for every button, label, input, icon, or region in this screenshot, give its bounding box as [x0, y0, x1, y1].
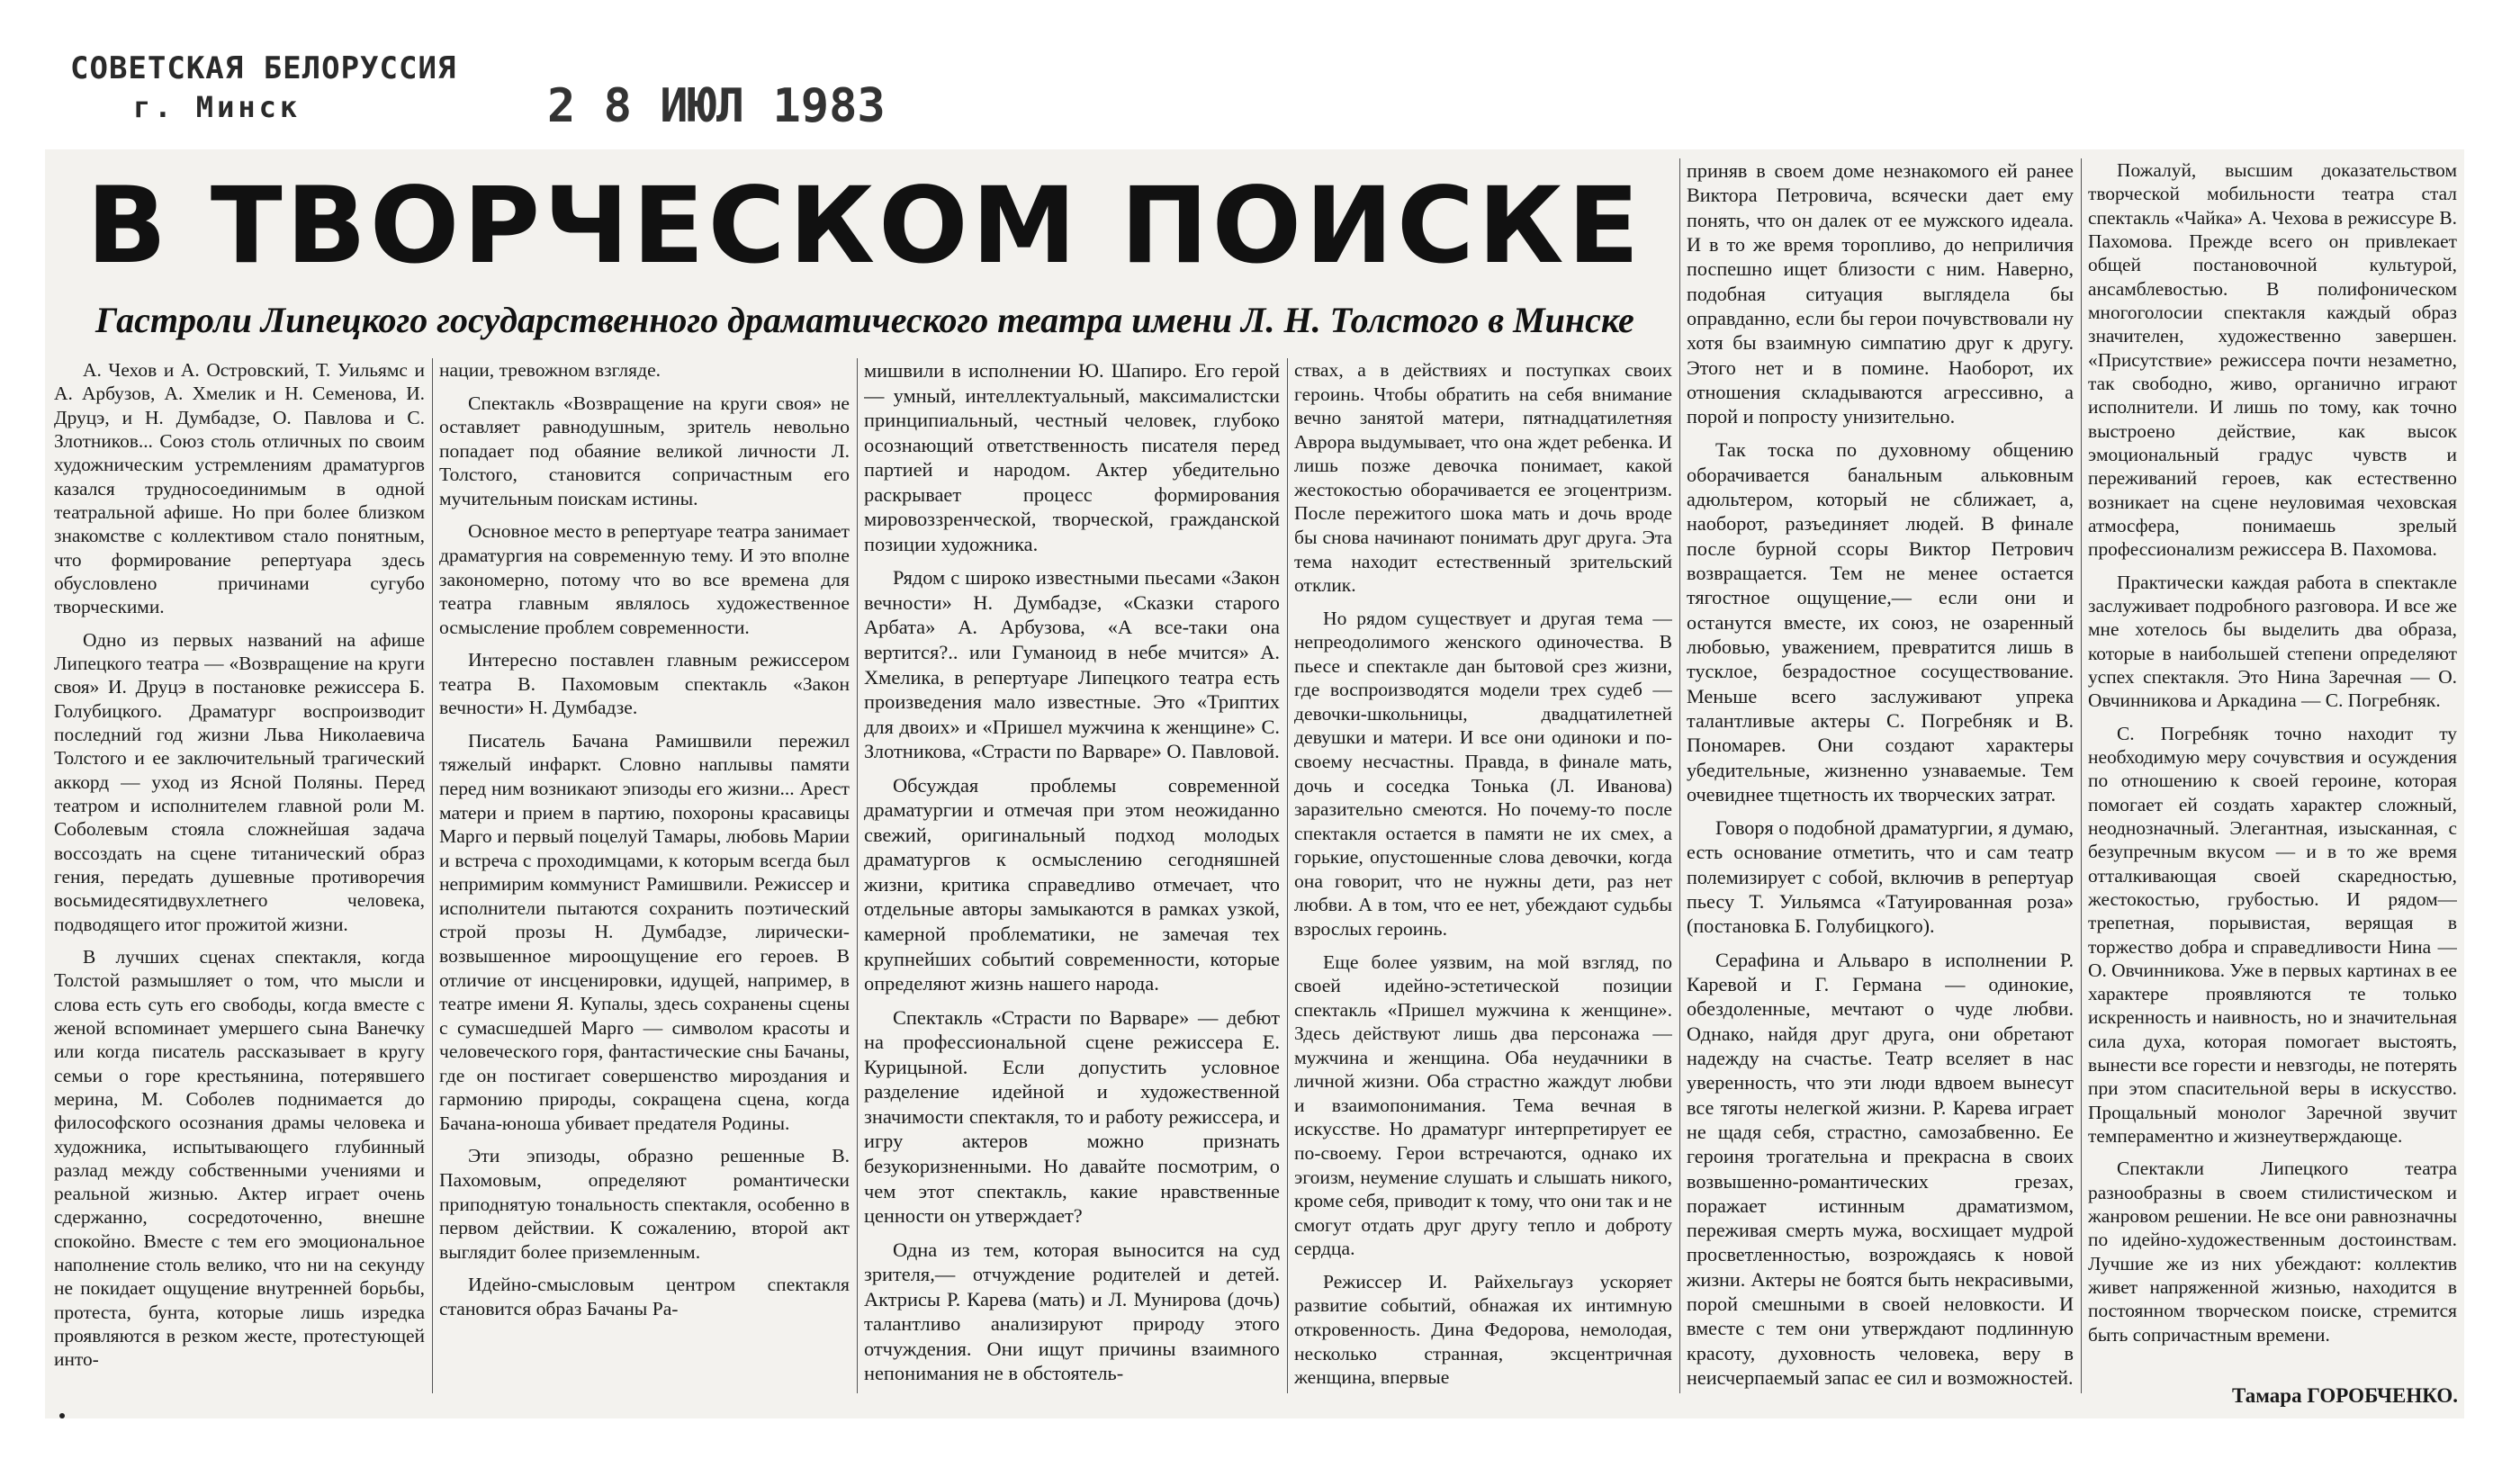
paragraph: Интересно поставлен главным режиссером театра В. Пахомовым спектакль «Закон вечности» Н. Думбадзе.: [439, 649, 850, 719]
paragraph: Спектакли Липецкого театра разнообразны в своем стилистическом и жанровом решении. Не все они равнозначны по идейно-художественным достоинствам. Лучшие же из них убеждают: коллектив живет напряженной жизнью, находится в постоянном творческом поиске, стремится быть сопричастным времени.: [2088, 1157, 2457, 1346]
paragraph: Говоря о подобной драматургии, я думаю, есть основание отметить, что и сам театр полемизирует с собой, включив в репертуар пьесу Т. Уильямса «Татуированная роза» (постановка Б. Голубицкого).: [1687, 816, 2074, 938]
paragraph: Еще более уязвим, на мой взгляд, по своей идейно-эстетической позиции спектакль «Пришел мужчина к женщине». Здесь действуют лишь два персонажа — мужчина и женщина. Оба неудачники в личной жизни. Оба страстно жаждут любви и взаимопонимания. Тема вечная в искусстве. Но драматург интерпретирует ее по-своему. Герои встречаются, однако их эгоизм, неумение слушать и слышать никого, кроме себя, приводит к тому, что они так и не смогут отдать друг другу тепло и доброту сердца.: [1294, 950, 1672, 1260]
paragraph: Писатель Бачана Рамишвили пережил тяжелый инфаркт. Словно наплывы памяти перед ним возникают эпизоды его жизни... Арест матери и прием в партию, похороны красавицы Марго и первый поцелуй Тамары, любовь Марии и встреча с проходимцами, к которым всегда был непримирим коммунист Рамишвили. Режиссер и исполнители пытаются сохранить поэтический строй прозы Н. Думбадзе, лирически-возвышенное мироощущение его героев. В отличие от инсценировки, идущей, например, в театре имени Я. Купалы, здесь сохранены сцены с сумасшедшей Марго — символом красоты и человеческого горя, фантастические сны Бачаны, где он постигает совершенство мироздания и гармонию природы, сокращена сцена, когда Бачана-юноша убивает предателя Родины.: [439, 729, 850, 1134]
paragraph: ствах, а в действиях и поступках своих героинь. Чтобы обратить на себя внимание вечно занятой матери, пятнадцатилетняя Аврора выдумывает, что она ждет ребенка. И лишь позже девочка понимает, какой жестокостью оборачивается ее эгоцентризм. После пережитого шока мать и дочь вроде бы снова начинают понимать друг друга. Эта тема находит естественный зрительский отклик.: [1294, 359, 1672, 597]
paragraph: Спектакль «Страсти по Варваре» — дебют на профессиональной сцене режиссера Е. Курицыной. Если допустить условное разделение идейной и художественной значимости спектакля, то и работу режиссера, и игру актеров можно признать безукоризненными. Но давайте посмотрим, о чем этот спектакль, какие нравственные ценности он утверждает?: [864, 1005, 1280, 1228]
text-column-1: [54, 358, 425, 1391]
text-column-3: [864, 358, 1280, 1391]
paragraph: Серафина и Альваро в исполнении Р. Каревой и Г. Германа — одинокие, обездоленные, мечтают о чуде любви. Однако, найдя друг друга, они обретают надежду на счастье. Театр вселяет в нас уверенность, что эти люди вдвоем вынесут все тяготы нелегкой жизни. Р. Карева играет не щадя себя, страстно, самозабвенно. Ее героиня трогательна и прекрасна в своих возвышенно-романтических грезах, поражает истинным драматизмом, переживая смерть мужа, восхищает мудрой просветленностью, возрождаясь к новой жизни. Актеры не боятся быть некрасивыми, порой смешными в своей неловкости. И вместе с тем они утверждают подлинную красоту, духовность человека, веру в неисчерпаемый запас ее сил и возможностей.: [1687, 948, 2074, 1389]
paragraph: мишвили в исполнении Ю. Шапиро. Его герой — умный, интеллектуальный, максималистски принципиальный, честный человек, глубоко осознающий ответственность писателя перед партией и народом. Актер убедительно раскрывает процесс формирования мировоззренческой, творческой, гражданской позиции художника.: [864, 359, 1280, 555]
paragraph: приняв в своем доме незнакомого ей ранее Виктора Петровича, всячески дает ему понять, что он далек от ее мужского идеала. И в то же время торопливо, до неприличия поспешно ищет близости с ним. Наверно, подобная ситуация выглядела бы оправданно, если бы герои почувствовали ну хотя бы взаимную симпатию друг к другу. Этого нет и в помине. Наоборот, их отношения складываются агрессивно, а порой и попросту унизительно.: [1687, 159, 2074, 428]
paragraph: Обсуждая проблемы современной драматургии и отмечая при этом неожиданно свежий, оригинальный подход молодых драматургов к осмыслению сегодняшней жизни, критика справедливо отмечает, что отдельные авторы замыкаются в рамках узкой, камерной проблематики, не замечая тех крупнейших событий современности, которые определяют жизнь нашего народа.: [864, 773, 1280, 995]
text-column-2: [439, 358, 850, 1391]
column-divider: [1287, 358, 1288, 1393]
column-divider: [1679, 158, 1680, 1393]
article-subheadline: Гастроли Липецкого государственного драматического театра имени Л. Н. Толстого в Минске: [95, 300, 1634, 340]
text-column-5: [1687, 158, 2074, 1391]
paragraph: Основное место в репертуаре театра занимает драматургия на современную тему. И это вполне закономерно, потому что во все времена для театра главным являлось художественное осмысление проблем современности.: [439, 520, 850, 638]
newspaper-city: г. Минск: [133, 90, 302, 124]
paragraph: Пожалуй, высшим доказательством творческой мобильности театра стал спектакль «Чайка» А. Чехова в режиссуре В. Пахомова. Прежде всего он привлекает общей постановочной культурой, ансамблевостью. В полифоническом многоголосии спектакля каждый образ значителен, художественно завершен. «Присутствие» режиссера почти незаметно, так свободно, живо, органично играют исполнители. И лишь по тому, как точно выстроено действие, как высок эмоциональный градус чувств и переживаний героев, как естественно возникает на сцене неуловимая чеховская атмосфера, понимаешь зрелый профессионализм режиссера В. Пахомова.: [2088, 159, 2457, 561]
paragraph: Одна из тем, которая выносится на суд зрителя,— отчуждение родителей и детей. Актрисы Р. Карева (мать) и Л. Мунирова (дочь) талантливо анализируют природу этого отчуждения. Они ищут причины взаимного непонимания не в обстоятель-: [864, 1238, 1280, 1385]
paragraph: Режиссер И. Райхельгауз ускоряет развитие событий, обнажая их интимную откровенность. Дина Федорова, немолодая, несколько странная, эксцентричная женщина, впервые: [1294, 1270, 1672, 1389]
column-divider: [857, 358, 858, 1393]
paragraph: нации, тревожном взгляде.: [439, 359, 662, 381]
clipping-date: 2 8 ИЮЛ 1983: [547, 79, 886, 133]
margin-mark: [59, 1413, 65, 1418]
newspaper-name: СОВЕТСКАЯ БЕЛОРУССИЯ: [70, 50, 457, 86]
paragraph: Спектакль «Возвращение на круги своя» не оставляет равнодушным, зритель невольно попадает под обаяние великой личности Л. Толстого, становится сопричастным его мучительным поискам истины.: [439, 392, 850, 509]
paragraph: С. Погребняк точно находит ту необходимую меру сочувствия и осуждения по отношению к своей героине, которая помогает ей создать характер сложный, неоднозначный. Элегантная, изысканная, с безупречным вкусом — и в то же время отталкивающая своей скаредностью, жестокостью, грубостью. И рядом— трепетная, порывистая, верящая в торжество добра и справедливости Нина — О. Овчинникова. Уже в первых картинах в ее характере проявляются те только искренность и наивность, но и значительная сила духа, которая помогает выстоять, вынести все горести и невзгоды, не потерять при этом спасительной веры в искусство. Прощальный монолог Заречной звучит темпераментно и жизнеутверждающе.: [2088, 722, 2457, 1148]
paragraph: А. Чехов и А. Островский, Т. Уильямс и А. Арбузов, А. Хмелик и Н. Семенова, И. Друцэ, и Н. Думбадзе, О. Павлова и С. Злотников... Союз столь отличных по своим художническим устремлениям драматургов казался трудносоединимым в одной театральной афише. Но при более близком знакомстве с коллективом стало понятным, что формирование репертуара здесь обусловлено причинами сугубо творческими.: [54, 359, 425, 618]
paragraph: В лучших сценах спектакля, когда Толстой размышляет о том, что мысли и слова есть суть его свободы, когда вместе с женой вспоминает умершего сына Ванечку или когда писатель рассказывает в кругу семьи о горе крестьянина, потерявшего мерина, М. Соболев поднимается до философского осознания драмы человека и художника, испытывающего глубинный разлад между собственными учениями и реальной жизнью. Актер играет очень сдержанно, сосредоточенно, внешне спокойно. Вместе с тем его эмоциональное наполнение столь велико, что ни на секунду не покидает ощущение внутренней борьбы, протеста, бунта, которые лишь изредка проявляются в резком жесте, протестующей инто-: [54, 945, 425, 1371]
paragraph: Эти эпизоды, образно решенные В. Пахомовым, определяют романтически приподнятую тональность спектакля, особенно в первом действии. К сожалению, второй акт выглядит более приземленным.: [439, 1145, 850, 1263]
paragraph: Практически каждая работа в спектакле заслуживает подробного разговора. И все же мне хотелось бы выделить два образа, которые в наибольшей степени определяют успех спектакля. Это Нина Заречная — О. Овчинникова и Аркадина — С. Погребняк.: [2088, 571, 2457, 712]
article-headline: В ТВОРЧЕСКОМ ПОИСКЕ: [86, 164, 1643, 287]
text-column-6: [2088, 158, 2457, 1375]
newspaper-stamp: [61, 43, 886, 142]
paragraph: Рядом с широко известными пьесами «Закон вечности» Н. Думбадзе, «Сказки старого Арбата» А. Арбузова, «А все-таки она вертится?.. или Гуманоид в небе мчится» А. Хмелика, в репертуаре Липецкого театра есть произведения мало известные. Это «Триптих для двоих» и «Пришел мужчина к женщине» С. Злотникова, «Страсти по Варваре» О. Павловой.: [864, 566, 1280, 763]
column-divider: [2081, 158, 2082, 1393]
text-column-4: [1294, 358, 1672, 1391]
author-signature: Тамара ГОРОБЧЕНКО.: [2232, 1384, 2458, 1407]
paragraph: Но рядом существует и другая тема — непреодолимого женского одиночества. В пьесе и спектакле дан бытовой срез жизни, где воспроизводятся модели трех судеб — девочки-школьницы, двадцатилетней девушки и матери. И все они одиноки и по-своему несчастны. Правда, в финале мать, дочь и соседка Тонька (Л. Иванова) заразительно смеются. Но почему-то после спектакля остается в памяти не их смех, а горькие, опустошенные слова девочки, когда она говорит, что не нужны дети, раз нет любви. А в том, что ее нет, убеждают судьбы взрослых героинь.: [1294, 607, 1672, 940]
paragraph: Так тоска по духовному общению оборачивается банальным альковным адюльтером, который не сближает, а, наоборот, разъединяет людей. В финале после бурной ссоры Виктор Петрович возвращается. Тем не менее остается тягостное ощущение,— если они и останутся вместе, их союз, не озаренный любовью, уважением, превратится лишь в тусклое, безрадостное сосуществование. Меньше всего заслуживают упрека талантливые актеры С. Погребняк и В. Пономарев. Они создают характеры убедительные, жизненно узнаваемые. Тем очевиднее тщетность их творческих затрат.: [1687, 438, 2074, 806]
paragraph: Одно из первых названий на афише Липецкого театра — «Возвращение на круги своя» И. Друцэ в постановке режиссера Б. Голубицкого. Драматург воспроизводит последний год жизни Льва Николаевича Толстого и ее заключительный трагический аккорд — уход из Ясной Поляны. Перед театром и исполнителем главной роли М. Соболевым стояла сложнейшая задача воссоздать на сцене титанический образ гения, передать душевные противоречия восьмидесятидвухлетнего человека, подводящего итог прожитой жизни.: [54, 628, 425, 935]
paragraph: Идейно-смысловым центром спектакля становится образ Бачаны Ра-: [439, 1274, 850, 1319]
column-divider: [432, 358, 433, 1393]
